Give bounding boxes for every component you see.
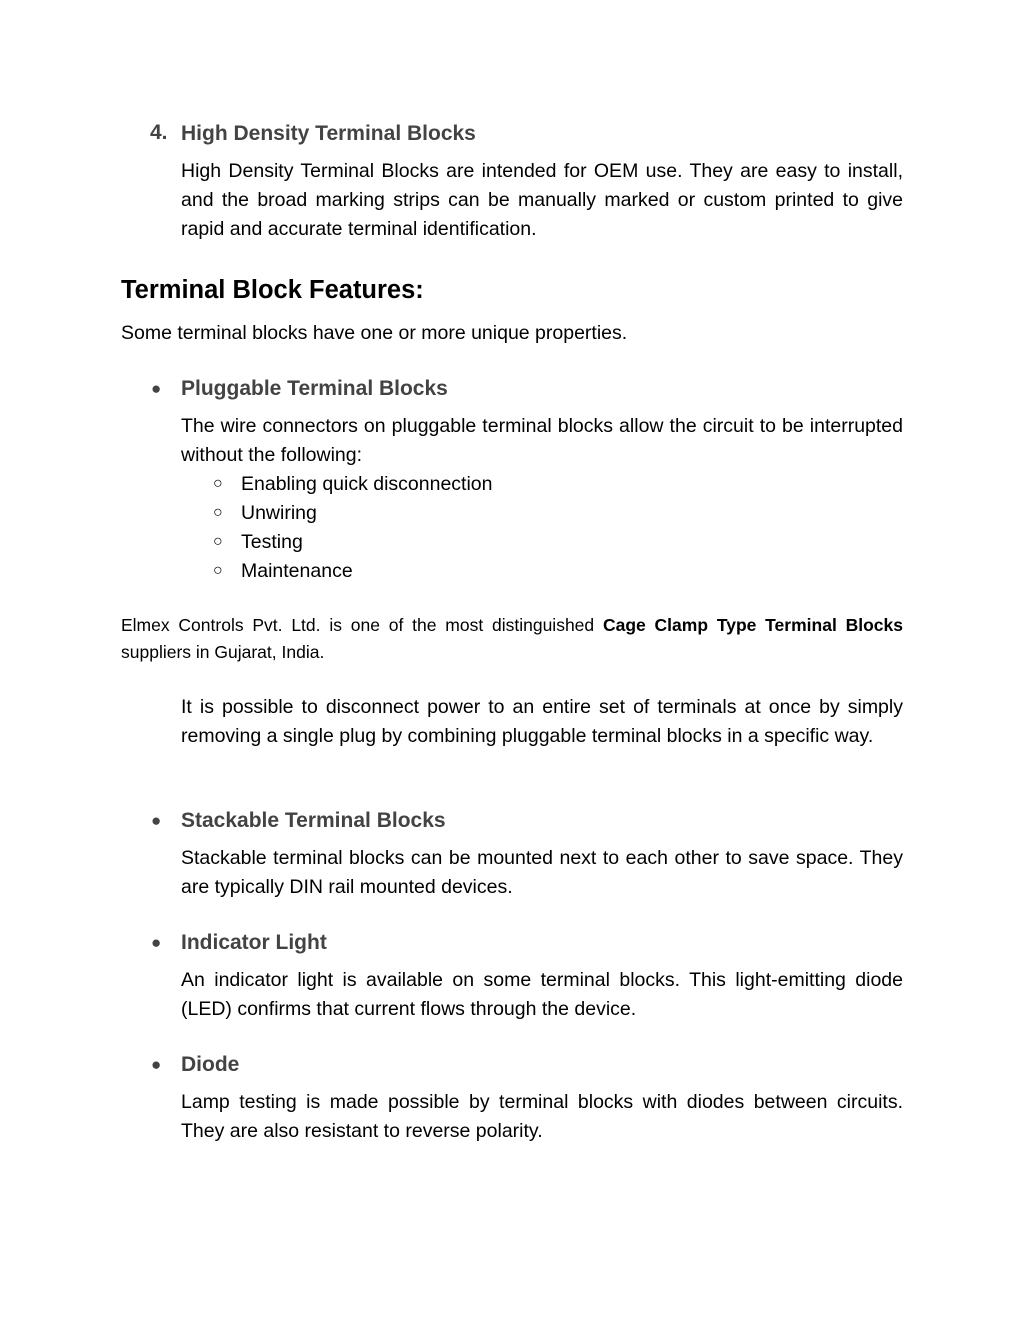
bullet-icon: ● — [151, 933, 162, 952]
sub-list-item: Testing — [241, 531, 303, 553]
bullet-icon: ● — [151, 1055, 162, 1074]
feature-paragraph: It is possible to disconnect power to an entire set of terminals at once by simply removing a single plug by combining pluggable terminal blocks in a specific way. — [181, 696, 903, 747]
circle-bullet-icon: ○ — [213, 562, 223, 579]
page-title: Terminal Block Features: — [121, 276, 424, 304]
feature-heading: Stackable Terminal Blocks — [181, 809, 446, 832]
feature-paragraph: Lamp testing is made possible by terminal blocks with diodes between circuits. They are also resistant to reverse polarity. — [181, 1091, 903, 1142]
circle-bullet-icon: ○ — [213, 504, 223, 521]
list-number: 4. — [150, 121, 168, 144]
promo-paragraph — [121, 612, 903, 666]
bullet-icon: ● — [151, 811, 162, 830]
circle-bullet-icon: ○ — [213, 533, 223, 550]
feature-heading: Pluggable Terminal Blocks — [181, 377, 448, 400]
intro-paragraph: Some terminal blocks have one or more unique properties. — [121, 322, 628, 344]
feature-heading: Indicator Light — [181, 931, 327, 954]
bullet-icon: ● — [151, 379, 162, 398]
sub-list-item: Unwiring — [241, 502, 317, 524]
sub-list-item: Maintenance — [241, 560, 353, 582]
section-paragraph: High Density Terminal Blocks are intended for OEM use. They are easy to install, and the broad marking strips can be manually marked or custom printed to give rapid and accurate terminal identification. — [181, 160, 903, 240]
section-heading: High Density Terminal Blocks — [181, 122, 476, 145]
promo-product-name: Cage Clamp Type Terminal Blocks — [602, 615, 903, 635]
promo-text-end: suppliers in Gujarat, India. — [121, 642, 325, 662]
feature-heading: Diode — [181, 1053, 240, 1076]
feature-paragraph: An indicator light is available on some terminal blocks. This light-emitting diode (LED) confirms that current flows through the device. — [181, 969, 903, 1020]
feature-paragraph: Stackable terminal blocks can be mounted next to each other to save space. They are typically DIN rail mounted devices. — [181, 847, 903, 898]
sub-list-item: Enabling quick disconnection — [241, 473, 493, 495]
circle-bullet-icon: ○ — [213, 475, 223, 492]
promo-text: Elmex Controls Pvt. Ltd. is one of the most distinguished — [121, 615, 603, 635]
feature-paragraph: The wire connectors on pluggable terminal blocks allow the circuit to be interrupted without the following: — [181, 415, 903, 466]
